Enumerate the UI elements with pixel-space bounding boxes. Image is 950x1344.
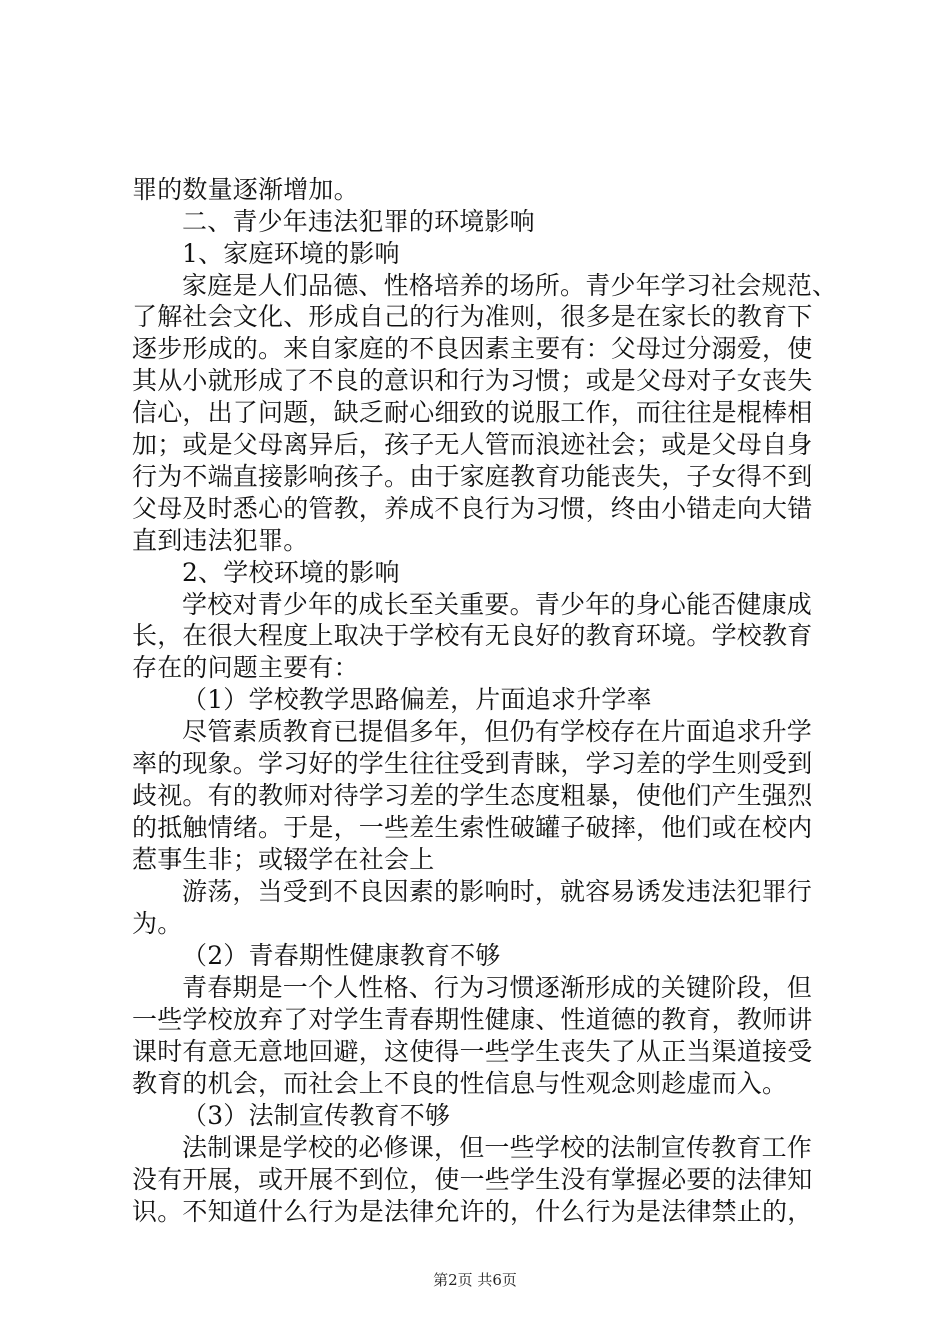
text-line: 游荡，当受到不良因素的影响时，就容易诱发违法犯罪行 <box>182 877 813 906</box>
text-line: 课时有意无意地回避，这使得一些学生丧失了从正当渠道接受 <box>132 1037 813 1066</box>
text-line: 歧视。有的教师对待学习差的学生态度粗暴，使他们产生强烈 <box>132 781 813 810</box>
text-line: 识。不知道什么行为是法律允许的，什么行为是法律禁止的， <box>132 1197 813 1226</box>
text-line: 信心，出了问题，缺乏耐心细致的说服工作，而往往是棍棒相 <box>132 398 813 427</box>
text-line: 长，在很大程度上取决于学校有无良好的教育环境。学校教育 <box>132 621 813 650</box>
subsection-heading: （2）青春期性健康教育不够 <box>182 941 501 970</box>
text-line: 行为不端直接影响孩子。由于家庭教育功能丧失，子女得不到 <box>132 462 813 491</box>
text-line: 没有开展，或开展不到位，使一些学生没有掌握必要的法律知 <box>132 1165 813 1194</box>
text-line: 家庭是人们品德、性格培养的场所。青少年学习社会规范、 <box>182 271 838 300</box>
text-line: 父母及时悉心的管教，养成不良行为习惯，终由小错走向大错 <box>132 494 813 523</box>
subsection-heading: 2、学校环境的影响 <box>182 558 400 587</box>
subsection-heading: （1）学校教学思路偏差，片面追求升学率 <box>182 685 652 714</box>
text-line: 逐步形成的。来自家庭的不良因素主要有：父母过分溺爱，使 <box>132 334 813 363</box>
text-line: 法制课是学校的必修课，但一些学校的法制宣传教育工作 <box>182 1133 813 1162</box>
text-line: 学校对青少年的成长至关重要。青少年的身心能否健康成 <box>182 590 813 619</box>
subsection-heading: 1、家庭环境的影响 <box>182 239 400 268</box>
text-line: 一些学校放弃了对学生青春期性健康、性道德的教育，教师讲 <box>132 1005 813 1034</box>
text-line: 尽管素质教育已提倡多年，但仍有学校存在片面追求升学 <box>182 717 813 746</box>
text-line: 惹事生非；或辍学在社会上 <box>132 845 435 874</box>
text-line: 罪的数量逐渐增加。 <box>132 175 359 204</box>
text-line: 了解社会文化、形成自己的行为准则，很多是在家长的教育下 <box>132 302 813 331</box>
subsection-heading: （3）法制宣传教育不够 <box>182 1101 451 1130</box>
text-line: 的抵触情绪。于是，一些差生索性破罐子破摔，他们或在校内 <box>132 813 813 842</box>
text-line: 为。 <box>132 909 183 938</box>
text-line: 其从小就形成了不良的意识和行为习惯；或是父母对子女丧失 <box>132 366 813 395</box>
text-line: 青春期是一个人性格、行为习惯逐渐形成的关键阶段，但 <box>182 973 813 1002</box>
section-heading: 二、青少年违法犯罪的环境影响 <box>182 207 535 236</box>
text-line: 率的现象。学习好的学生往往受到青睐，学习差的学生则受到 <box>132 749 813 778</box>
text-line: 加；或是父母离异后，孩子无人管而浪迹社会；或是父母自身 <box>132 430 813 459</box>
text-line: 存在的问题主要有： <box>132 653 359 682</box>
page-number: 第2页 共6页 <box>433 1271 517 1289</box>
text-line: 教育的机会，而社会上不良的性信息与性观念则趁虚而入。 <box>132 1069 788 1098</box>
text-line: 直到违法犯罪。 <box>132 526 309 555</box>
